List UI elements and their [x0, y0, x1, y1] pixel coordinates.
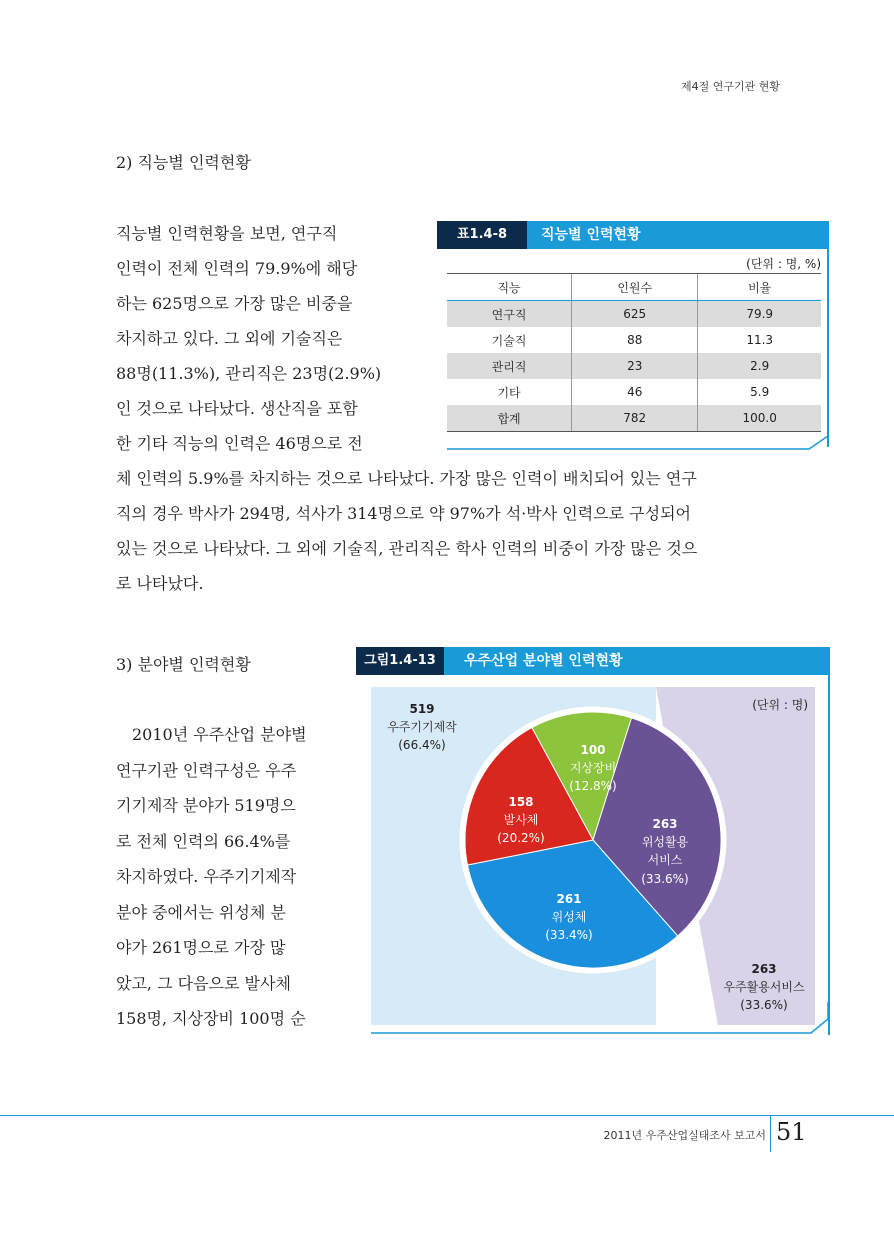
table-cell: 관리직	[447, 353, 572, 379]
slice-value: 100	[580, 743, 606, 757]
page-number: 51	[776, 1118, 807, 1146]
figure-label: 그림1.4-13	[356, 647, 444, 675]
table-1-4-8	[437, 221, 829, 451]
para-line: 았고, 그 다음으로 발사체	[116, 973, 291, 993]
table-cell: 46	[572, 379, 698, 405]
slice-pct: (12.8%)	[569, 779, 617, 793]
para-line: 로 나타났다.	[116, 574, 204, 593]
slice-name: 발사체	[503, 813, 539, 827]
col-header: 인원수	[572, 274, 698, 301]
table-corner-line	[437, 221, 829, 451]
table-label: 표1.4-8	[437, 221, 527, 249]
table-cell: 625	[572, 301, 698, 328]
slice-value: 261	[556, 892, 582, 906]
para-line: 직능별 인력현황을 보면, 연구직	[116, 224, 338, 243]
group-name: 우주기기제작	[387, 720, 457, 734]
para-line: 연구기관 인력구성은 우주	[116, 760, 297, 780]
table-cell: 합계	[447, 405, 572, 432]
table-cell: 연구직	[447, 301, 572, 328]
slice-pct: (33.6%)	[641, 872, 689, 886]
para-line: 차지하였다. 우주기기제작	[116, 867, 297, 886]
para-line: 158명, 지상장비 100명 순	[116, 1009, 306, 1028]
table-cell: 5.9	[698, 379, 821, 405]
chart-unit: (단위 : 명)	[752, 698, 808, 712]
para-line: 분야 중에서는 위성체 분	[116, 902, 286, 922]
footer-separator	[770, 1116, 771, 1152]
table-cell: 79.9	[698, 301, 821, 328]
figure-title: 우주산업 분야별 인력현황	[464, 653, 623, 669]
table-cell: 기술직	[491, 333, 527, 348]
section-3-paragraph	[116, 717, 328, 1037]
para-line: 하는 625명으로 가장 많은 비중을	[116, 294, 353, 313]
group-pct: (33.6%)	[740, 998, 788, 1012]
slice-pct: (33.4%)	[545, 928, 593, 942]
slice-value: 158	[508, 795, 534, 809]
table-cell: 기타	[497, 385, 521, 400]
para-line: 체 인력의 5.9%를 차지하는 것으로 나타났다. 가장 많은 인력이 배치되어 있는 연구	[116, 469, 697, 488]
slice-name: 지상장비	[569, 761, 617, 775]
para-line: 88명(11.3%), 관리직은 23명(2.9%)	[116, 364, 382, 383]
para-line: 기기제작 분야가 519명으	[116, 796, 296, 815]
slice-name: 위성체	[551, 910, 587, 924]
running-header: 제4절 연구기관 현황	[681, 80, 780, 93]
para-line: 야가 261명으로 가장 많	[116, 938, 286, 957]
footer-report-title: 2011년 우주산업실태조사 보고서	[603, 1129, 766, 1142]
slice-value: 263	[652, 817, 678, 831]
footer-rule	[0, 1115, 894, 1116]
para-line: 로 전체 인력의 66.4%를	[116, 831, 291, 851]
table-unit: (단위 : 명, %)	[746, 257, 821, 271]
col-header: 비율	[698, 274, 821, 301]
col-header: 직능	[447, 274, 572, 301]
slice-name: 서비스	[647, 853, 683, 867]
para-line: 인력이 전체 인력의 79.9%에 해당	[116, 259, 358, 278]
figure-1-4-13	[356, 647, 830, 1039]
para-line: 2010년 우주산업 분야별	[132, 725, 307, 744]
table-cell: 2.9	[698, 353, 821, 379]
para-line: 한 기타 직능의 인력은 46명으로 전	[116, 434, 363, 453]
table-cell: 782	[572, 405, 698, 432]
table-cell: 11.3	[698, 327, 821, 353]
group-name: 우주활용서비스	[723, 980, 805, 994]
section-title-3: 3) 분야별 인력현황	[116, 655, 251, 674]
table-title: 직능별 인력현황	[541, 227, 641, 243]
group-value: 263	[751, 962, 777, 976]
table-cell: 88	[572, 327, 698, 353]
para-line: 있는 것으로 나타났다. 그 외에 기술직, 관리직은 학사 인력의 비중이 가장 많은 것으	[116, 539, 698, 558]
pie-chart	[356, 647, 830, 1039]
table-cell: 100.0	[698, 405, 821, 432]
group-pct: (66.4%)	[398, 738, 446, 752]
section-title-2: 2) 직능별 인력현황	[116, 153, 251, 172]
slice-pct: (20.2%)	[497, 831, 545, 845]
table-cell: 23	[572, 353, 698, 379]
para-line: 직의 경우 박사가 294명, 석사가 314명으로 약 97%가 석·박사 인력으로 구성되어	[116, 504, 691, 523]
group-value: 519	[409, 702, 435, 716]
para-line: 차지하고 있다. 그 외에 기술직은	[116, 329, 343, 348]
slice-name: 위성활용	[641, 835, 689, 849]
para-line: 인 것으로 나타났다. 생산직을 포함	[116, 399, 358, 418]
